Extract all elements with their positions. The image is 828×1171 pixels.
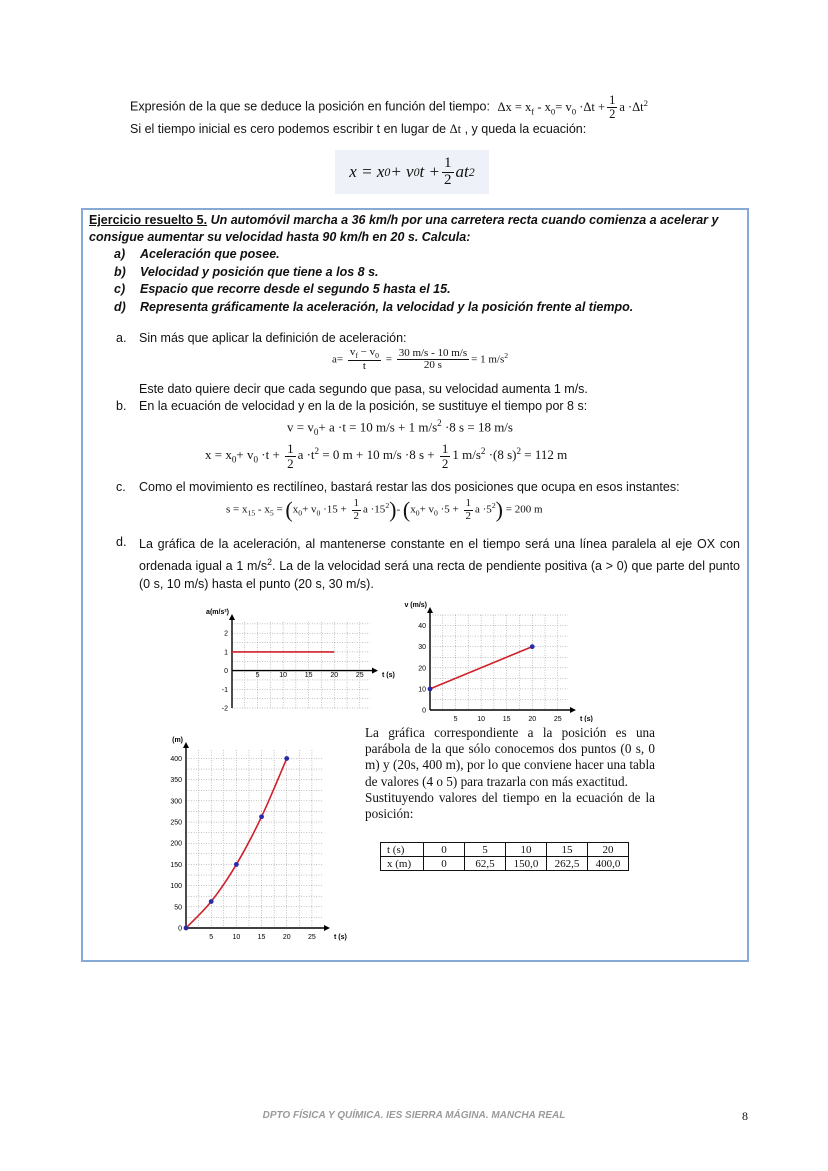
y-tick-label: -1 (221, 686, 228, 694)
intro-line-1-text: Expresión de la que se deduce la posición en función del tiempo: (130, 99, 490, 114)
y-tick-label: 250 (170, 819, 182, 827)
position-equation: x = x 0 + v 0 t + $\frac{1}{2}$ at 2 (335, 150, 489, 194)
position-formula: $x = x_0+ v_0 \cdot t$ + $\frac{1}{2}$ $a \cdot t^2 = 0$ m + 10 m/s ·8 s + $\frac{1}{2}$ 1 $m/s^2 \cdot(8$ s)$^2$ = 112 m (205, 441, 568, 471)
acceleration-chart (196, 600, 401, 718)
velocity-formula: $v = v_0+ a \cdot t = 10$ m/s + 1 $m/s^2 \cdot 8$ s = 18 m/s (287, 418, 513, 437)
y-tick-label: 150 (170, 861, 182, 869)
x-tick-label: 5 (453, 716, 458, 722)
table-cell: 20 (588, 843, 629, 857)
y-tick-label: 10 (418, 686, 426, 694)
data-point (530, 644, 535, 649)
x-tick-label: 5 (209, 934, 214, 941)
velocity-chart (396, 600, 601, 722)
values-table (380, 842, 629, 871)
data-point (284, 756, 289, 761)
table-row (381, 843, 629, 857)
y-axis-label: v (m/s) (404, 602, 427, 609)
y-tick-label: 400 (170, 755, 182, 763)
answer-c-text: Como el movimiento es rectilíneo, bastará restar las dos posiciones que ocupa en esos instantes: (139, 480, 680, 494)
displacement-formula: $s = x_{15} - x_5 = (x_0+ v_0 \cdot 15$ + $\frac{1}{2}$ $a \cdot 15^2)-$ ($x_0+ v_0 \cdot 5$ + $\frac{1}{2}$ $a \cdot 5^2) = 200$ m (226, 496, 543, 522)
y-tick-label: 50 (174, 904, 182, 912)
table-cell: 15 (547, 843, 588, 857)
x-axis-arrow (372, 668, 378, 674)
y-tick-label: 40 (418, 623, 426, 631)
answer-a-note: Este dato quiere decir que cada segundo que pasa, su velocidad aumenta 1 m/s. (139, 382, 588, 396)
x-tick-label: 20 (528, 716, 537, 722)
y-tick-label: 300 (170, 798, 182, 806)
x-axis-label: t (s) (334, 934, 347, 941)
data-point (184, 926, 189, 931)
question-b (114, 264, 633, 282)
intro-line-2-pre: Si el tiempo inicial es cero podemos escribir t en lugar de (130, 122, 450, 136)
x-axis-label: t (s) (382, 672, 395, 679)
answer-b-text: En la ecuación de velocidad y en la de la posición, se sustituye el tiempo por 8 s: (139, 399, 588, 413)
answer-d-text-2: . La de la velocidad será una recta de pendiente positiva (a > 0) que parte del punto (0 s, 10 m/s) hasta el punto (20 s, 30 m/s). (139, 559, 740, 592)
data-point (259, 814, 264, 819)
question-list (114, 246, 633, 316)
position-text-1: La gráfica correspondiente a la posición es una parábola de la que sólo conocemos dos puntos (0 s, 0 m) y (20s, 400 m), por lo que conviene hacer una tabla de valores (4 o 5) para trazarla con más exactitud. (365, 725, 655, 789)
intro-line-2-delta: Δt (449, 122, 462, 136)
table-cell: 400,0 (588, 857, 629, 871)
intro-line-2 (130, 122, 586, 137)
x-tick-label: 25 (308, 934, 316, 941)
x-tick-label: 20 (330, 672, 339, 679)
table-cell: 62,5 (465, 857, 506, 871)
x-tick-label: 10 (232, 934, 241, 941)
y-tick-label: 100 (170, 883, 182, 891)
answer-a-label: a. (116, 331, 127, 345)
data-point (428, 686, 433, 691)
y-axis-label: a(m/s²) (206, 609, 229, 616)
x-tick-label: 15 (502, 716, 511, 722)
table-cell: 0 (424, 843, 465, 857)
answer-b-label: b. (116, 399, 127, 413)
x-tick-label: 10 (477, 716, 486, 722)
y-tick-label: 1 (224, 649, 228, 657)
y-axis-label: (m) (172, 737, 183, 744)
exercise-statement (89, 212, 741, 246)
y-axis-arrow (183, 742, 189, 748)
question-text: Espacio que recorre desde el segundo 5 hasta el 15. (140, 282, 451, 296)
answer-a-text: Sin más que aplicar la definición de aceleración: (139, 331, 407, 345)
exercise-title: Ejercicio resuelto 5. (89, 213, 208, 227)
question-label: c) (114, 282, 126, 296)
y-tick-label: -2 (221, 705, 228, 713)
table-cell: 0 (424, 857, 465, 871)
page-number: 8 (742, 1109, 748, 1123)
x-tick-label: 25 (553, 716, 562, 722)
question-label: a) (114, 247, 126, 261)
answer-d-text-1: La gráfica de la aceleración, al mantenerse constante en el tiempo será una línea paralela al eje OX con ordenada igual a 1 m/s (139, 537, 740, 574)
y-tick-label: 0 (178, 925, 182, 933)
table-cell: 5 (465, 843, 506, 857)
x-axis-arrow (570, 707, 576, 713)
table-cell: 10 (506, 843, 547, 857)
x-axis-arrow (324, 925, 330, 931)
y-tick-label: 0 (224, 668, 228, 676)
footer-text: DPTO FÍSICA Y QUÍMICA. IES SIERRA MÁGINA. MANCHA REAL (262, 1110, 566, 1121)
exercise-text: Un automóvil marcha a 36 km/h por una carretera recta cuando comienza a acelerar y consigue aumentar su velocidad hasta 90 km/h en 20 s. Calcula: (89, 213, 719, 244)
y-tick-label: 30 (418, 644, 426, 652)
x-tick-label: 15 (304, 672, 313, 679)
question-a (114, 246, 633, 264)
question-c (114, 281, 633, 299)
question-label: d) (114, 299, 126, 314)
intro-line-1 (130, 94, 648, 121)
acceleration-formula: a= $\frac{v_f - v_0}{t}$ = $\frac{30 m/s - 10 m/s}{20 s}$ = 1 $m/s^2$ (332, 346, 509, 373)
x-tick-label: 25 (355, 672, 364, 679)
answer-c-label: c. (116, 480, 126, 494)
table-cell: x (m) (381, 857, 424, 871)
intro-line-2-post: , y queda la ecuación: (461, 122, 587, 136)
question-d (114, 299, 633, 317)
data-point (234, 862, 239, 867)
question-label: b) (114, 264, 126, 279)
y-axis-arrow (229, 614, 235, 620)
x-tick-label: 5 (255, 672, 260, 679)
table-row (381, 857, 629, 871)
data-point (209, 899, 214, 904)
position-text-2: Sustituyendo valores del tiempo en la ecuación de la posición: (365, 789, 655, 822)
intro-formula: $\Delta x = x_f - x_0= v_0 \cdot\Delta t$ + $\frac{1}{2}$ $a \cdot\Delta t^2$ (497, 93, 649, 122)
y-tick-label: 20 (418, 665, 426, 673)
position-chart (162, 736, 362, 946)
question-text: Aceleración que posee. (140, 247, 280, 261)
y-axis-arrow (427, 607, 433, 613)
y-tick-label: 200 (170, 840, 182, 848)
table-cell: 150,0 (506, 857, 547, 871)
y-tick-label: 0 (422, 707, 426, 715)
table-cell: t (s) (381, 843, 424, 857)
y-tick-label: 350 (170, 777, 182, 785)
x-tick-label: 10 (279, 672, 288, 679)
answer-d-text: La gráfica de la aceleración, al mantenerse constante en el tiempo será una línea paralela al eje OX con ordenada igual a 1 $m/s^2$. La de la velocidad será una recta de pendiente positiva (a > 0) que parte del punto (0 s, 10 m/s) hasta el punto (20 s, 30 m/s). (139, 537, 740, 592)
x-tick-label: 15 (257, 934, 266, 941)
x-axis-label: t (s) (580, 716, 593, 722)
x-tick-label: 20 (282, 934, 291, 941)
y-tick-label: 2 (224, 630, 228, 638)
position-explanation (365, 725, 655, 822)
answer-d-label: d. (116, 535, 127, 549)
question-text: Representa gráficamente la aceleración, la velocidad y la posición frente al tiempo. (140, 299, 634, 314)
table-cell: 262,5 (547, 857, 588, 871)
question-text: Velocidad y posición que tiene a los 8 s. (140, 264, 379, 279)
